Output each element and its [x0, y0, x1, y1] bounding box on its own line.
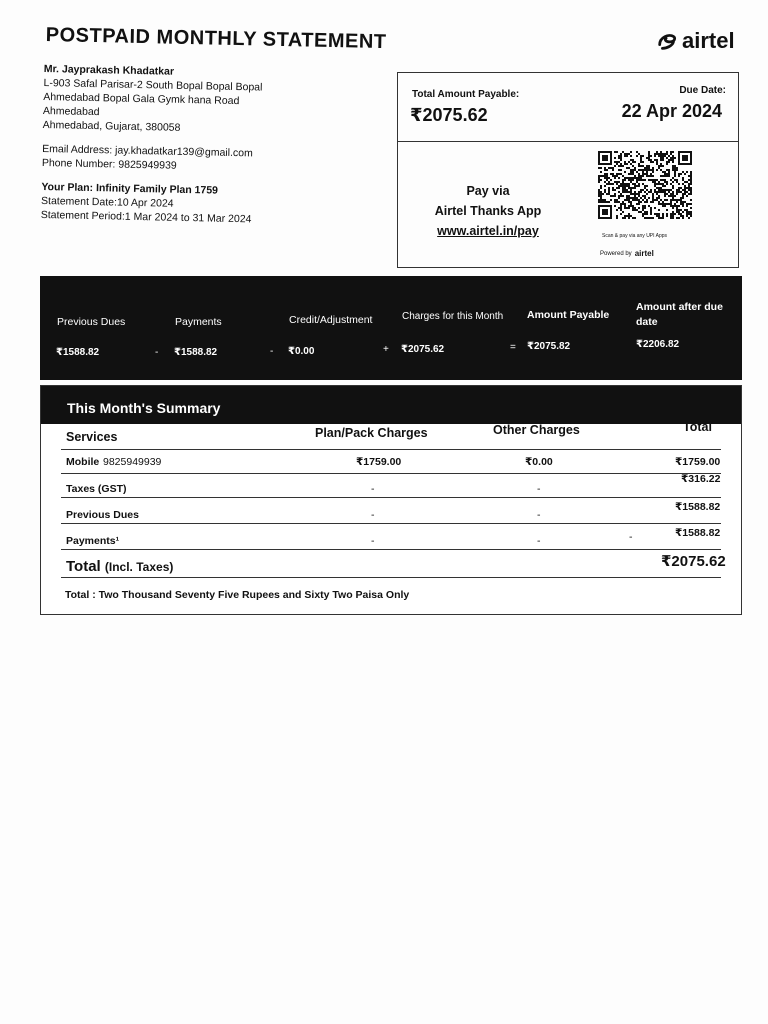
page-title: POSTPAID MONTHLY STATEMENT [45, 24, 387, 54]
statement-date: Statement Date:10 Apr 2024 [40, 194, 174, 210]
column-services: Services [66, 430, 118, 444]
header-credit-adjustment: Credit/Adjustment [289, 314, 373, 326]
plan-charges: - [371, 509, 375, 521]
column-other-charges: Other Charges [493, 423, 580, 437]
pay-link[interactable]: www.airtel.in/pay [437, 224, 539, 238]
value-previous-dues: ₹1588.82 [56, 347, 100, 358]
header-previous-dues: Previous Dues [57, 316, 126, 328]
divider [61, 449, 721, 450]
total-label-text: Total [66, 558, 101, 575]
plan-name: Your Plan: Infinity Family Plan 1759 [41, 180, 219, 197]
due-date-label: Due Date: [679, 85, 726, 96]
service-name: Previous Dues [66, 509, 139, 521]
total-label-sub: (Incl. Taxes) [104, 560, 174, 574]
divider [61, 577, 721, 578]
qr-code-icon[interactable] [598, 151, 692, 219]
value-credit: ₹0.00 [288, 346, 315, 357]
plan-charges: ₹1759.00 [356, 456, 402, 468]
operator-plus: + [383, 344, 389, 355]
other-charges: - [537, 535, 541, 547]
value-amount-payable: ₹2075.82 [527, 341, 571, 352]
row-total: ₹1588.82 [675, 501, 721, 513]
row-total: ₹1759.00 [675, 456, 721, 468]
pay-via-label: Pay via [466, 184, 510, 198]
service-name: Taxes (GST) [66, 483, 127, 495]
total-payable-amount: ₹2075.62 [410, 105, 488, 125]
header-amount-payable: Amount Payable [527, 309, 610, 321]
total-prefix: - [629, 531, 633, 543]
app-name: Airtel Thanks App [434, 204, 542, 218]
summary-title: This Month's Summary [67, 400, 221, 416]
airtel-logo [656, 28, 735, 54]
row-total: ₹1588.82 [675, 527, 721, 539]
phone-number: Phone Number: 9825949939 [41, 156, 177, 172]
amount-in-words: Total : Two Thousand Seventy Five Rupees and Sixty Two Paisa Only [65, 589, 410, 601]
address-line: Ahmedabad, Gujarat, 380058 [42, 118, 181, 134]
dues-summary-band [40, 276, 742, 380]
logo-text: airtel [682, 28, 735, 53]
service-name: Payments¹ [66, 535, 120, 547]
other-charges: ₹0.00 [525, 456, 553, 468]
customer-details [41, 62, 374, 229]
header-payments: Payments [175, 316, 222, 328]
address-line: Ahmedabad [42, 104, 100, 119]
pay-via-block [428, 181, 548, 241]
amount-due-section [398, 73, 738, 142]
email-address: Email Address: jay.khadatkar139@gmail.com [42, 142, 253, 160]
operator-minus: - [155, 347, 159, 358]
summary-header [41, 386, 741, 424]
plan-charges: - [371, 535, 375, 547]
powered-brand: airtel [634, 249, 654, 258]
powered-by-label: Powered by [600, 250, 632, 257]
row-total: ₹316.22 [681, 473, 721, 485]
scan-pay-text: Scan & pay via any UPI Apps [602, 233, 668, 239]
value-charges: ₹2075.62 [401, 344, 445, 355]
service-name: Mobile [66, 456, 100, 468]
operator-minus: - [270, 346, 274, 357]
value-payments: ₹1588.82 [174, 347, 218, 358]
customer-name: Mr. Jayprakash Khadatkar [43, 62, 175, 78]
other-charges: - [537, 483, 541, 495]
grand-total: ₹2075.62 [661, 553, 726, 570]
divider [61, 523, 721, 524]
divider [61, 497, 721, 498]
column-plan-pack: Plan/Pack Charges [315, 426, 428, 440]
statement-period: Statement Period:1 Mar 2024 to 31 Mar 2024 [40, 208, 252, 226]
address-line: Ahmedabad Bopal Gala Gymk hana Road [43, 90, 240, 108]
column-total: Total [683, 420, 712, 434]
airtel-swirl-icon [656, 30, 678, 52]
other-charges: - [537, 509, 541, 521]
service-detail: 9825949939 [103, 456, 162, 468]
address-line: L-903 Safal Parisar-2 South Bopal Bopal Bopal [43, 76, 263, 94]
monthly-summary-table [40, 385, 742, 615]
powered-by [600, 249, 654, 258]
header-amount-after-due: Amount after due date [636, 301, 723, 328]
value-after-due: ₹2206.82 [636, 339, 680, 350]
divider [61, 473, 721, 474]
total-label [66, 558, 173, 575]
payment-box [397, 72, 739, 268]
divider [61, 549, 721, 550]
due-date-value: 22 Apr 2024 [621, 101, 722, 121]
total-payable-label: Total Amount Payable: [412, 89, 520, 100]
header-charges-month: Charges for this Month [402, 311, 504, 322]
plan-charges: - [371, 483, 375, 495]
operator-equals: = [510, 342, 516, 353]
